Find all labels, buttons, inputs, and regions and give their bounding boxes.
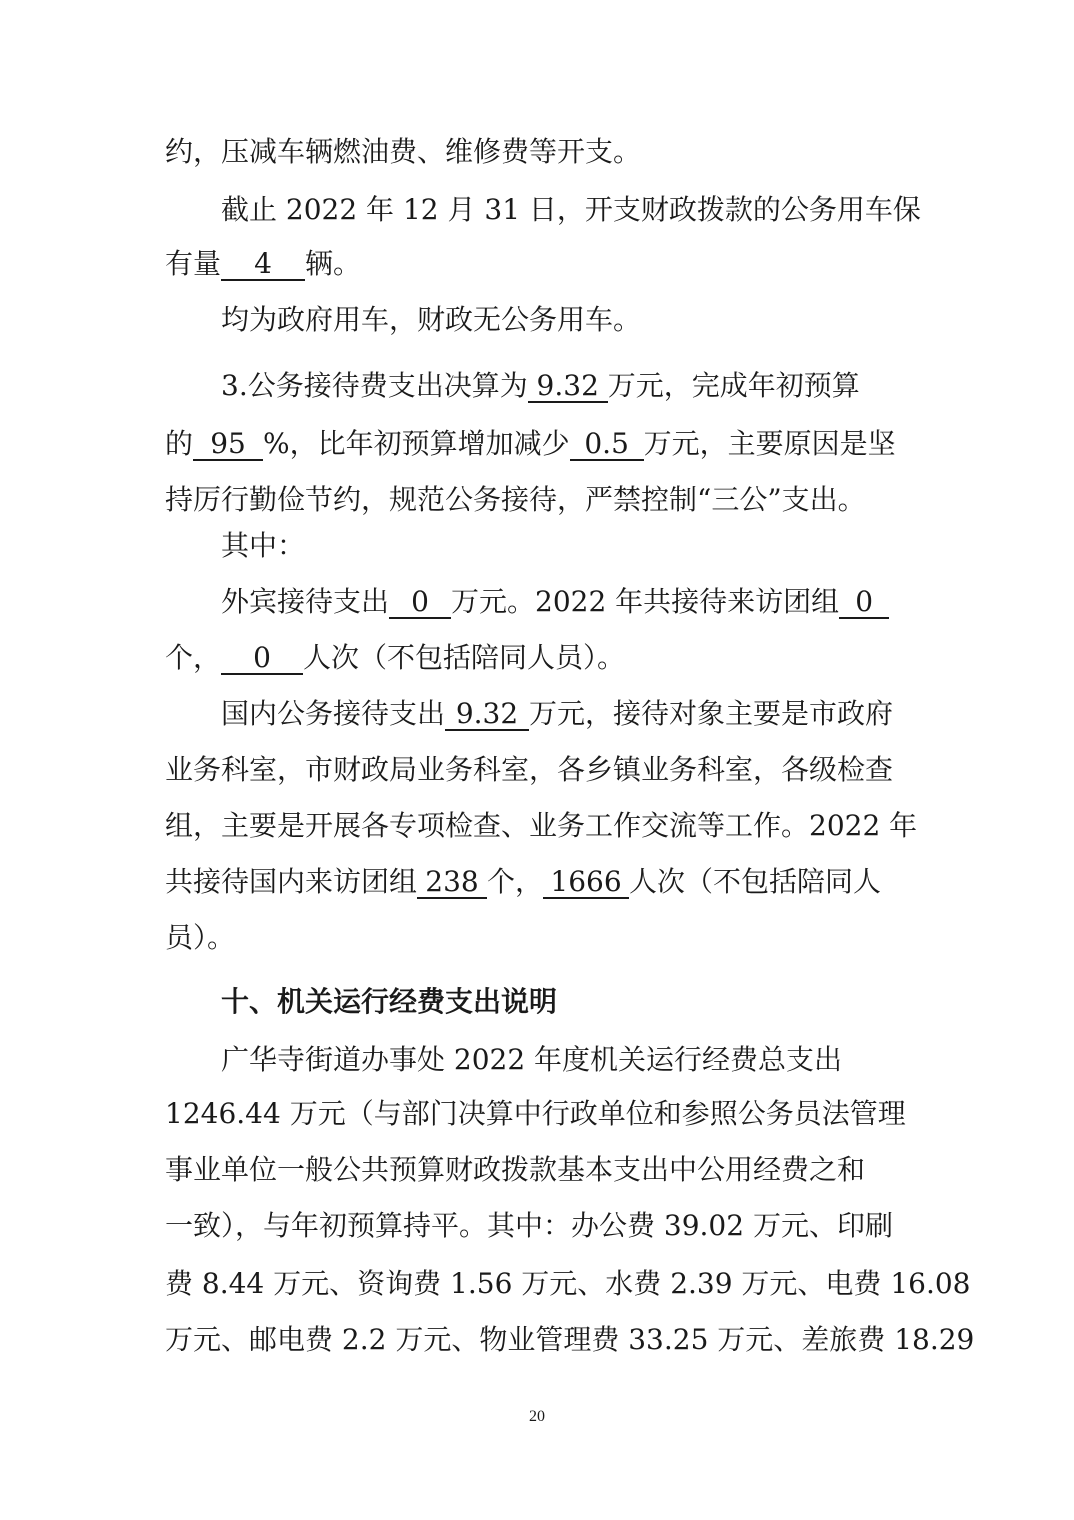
text-segment: 万元，主要原因是坚 (643, 427, 896, 460)
text-segment: 万元，接待对象主要是市政府 (529, 697, 894, 730)
text-segment: 辆。 (305, 247, 362, 280)
text-segment: 个， (165, 641, 222, 674)
text-segment: 万元，完成年初预算 (607, 369, 860, 402)
paragraph-line: 业务科室，市财政局业务科室，各乡镇业务科室，各级检查 (165, 753, 894, 786)
text-segment: 有量 (165, 247, 222, 280)
paragraph-line (221, 582, 889, 622)
underlined-value: 1666 (543, 867, 629, 899)
paragraph-line: 约，压减车辆燃油费、维修费等开支。 (165, 135, 642, 168)
text-segment: 个， (487, 865, 544, 898)
underlined-value: 9.32 (445, 699, 529, 731)
text-segment: 人次（不包括陪同人员）。 (303, 641, 626, 674)
text-segment: 万元。2022 年共接待来访团组 (451, 585, 840, 618)
underlined-value: 0 (389, 587, 451, 619)
paragraph-line (165, 638, 625, 678)
page-number: 20 (529, 1408, 545, 1425)
text-segment: 人次（不包括陪同人 (629, 865, 882, 898)
text-segment: 外宾接待支出 (221, 585, 390, 618)
underlined-value: 238 (417, 867, 487, 899)
section-heading: 十、机关运行经费支出说明 (221, 985, 558, 1018)
text-segment: 3.公务接待费支出决算为 (221, 369, 528, 402)
underlined-value: 0.5 (570, 429, 644, 461)
paragraph-line: 一致），与年初预算持平。其中：办公费 39.02 万元、印刷 (165, 1209, 893, 1242)
paragraph-line: 1246.44 万元（与部门决算中行政单位和参照公务员法管理 (165, 1097, 906, 1130)
paragraph-line (165, 424, 896, 464)
paragraph-line: 持厉行勤俭节约，规范公务接待，严禁控制“三公”支出。 (165, 483, 866, 516)
underlined-value: 0 (839, 587, 889, 619)
text-segment: 的 (165, 427, 194, 460)
paragraph-line: 组，主要是开展各专项检查、业务工作交流等工作。2022 年 (165, 809, 918, 842)
paragraph-line: 截止 2022 年 12 月 31 日，开支财政拨款的公务用车保 (221, 193, 921, 226)
paragraph-line (165, 862, 881, 902)
paragraph-line: 员）。 (165, 921, 236, 954)
paragraph-line (165, 244, 361, 284)
text-segment: 共接待国内来访团组 (165, 865, 418, 898)
text-segment: %，比年初预算增加减少 (263, 427, 570, 460)
paragraph-line: 其中： (221, 529, 306, 562)
paragraph-line: 万元、邮电费 2.2 万元、物业管理费 33.25 万元、差旅费 18.29 (165, 1323, 975, 1356)
underlined-value: 0 (221, 643, 303, 675)
paragraph-line (221, 694, 893, 734)
paragraph-line: 费 8.44 万元、资询费 1.56 万元、水费 2.39 万元、电费 16.08 (165, 1267, 971, 1300)
paragraph-line: 均为政府用车，财政无公务用车。 (221, 303, 642, 336)
underlined-value: 95 (193, 429, 263, 461)
text-segment: 国内公务接待支出 (221, 697, 446, 730)
paragraph-line: 事业单位一般公共预算财政拨款基本支出中公用经费之和 (165, 1153, 866, 1186)
paragraph-line: 广华寺街道办事处 2022 年度机关运行经费总支出 (221, 1043, 843, 1076)
paragraph-line (221, 366, 860, 406)
underlined-value: 4 (221, 249, 305, 281)
underlined-value: 9.32 (528, 371, 608, 403)
